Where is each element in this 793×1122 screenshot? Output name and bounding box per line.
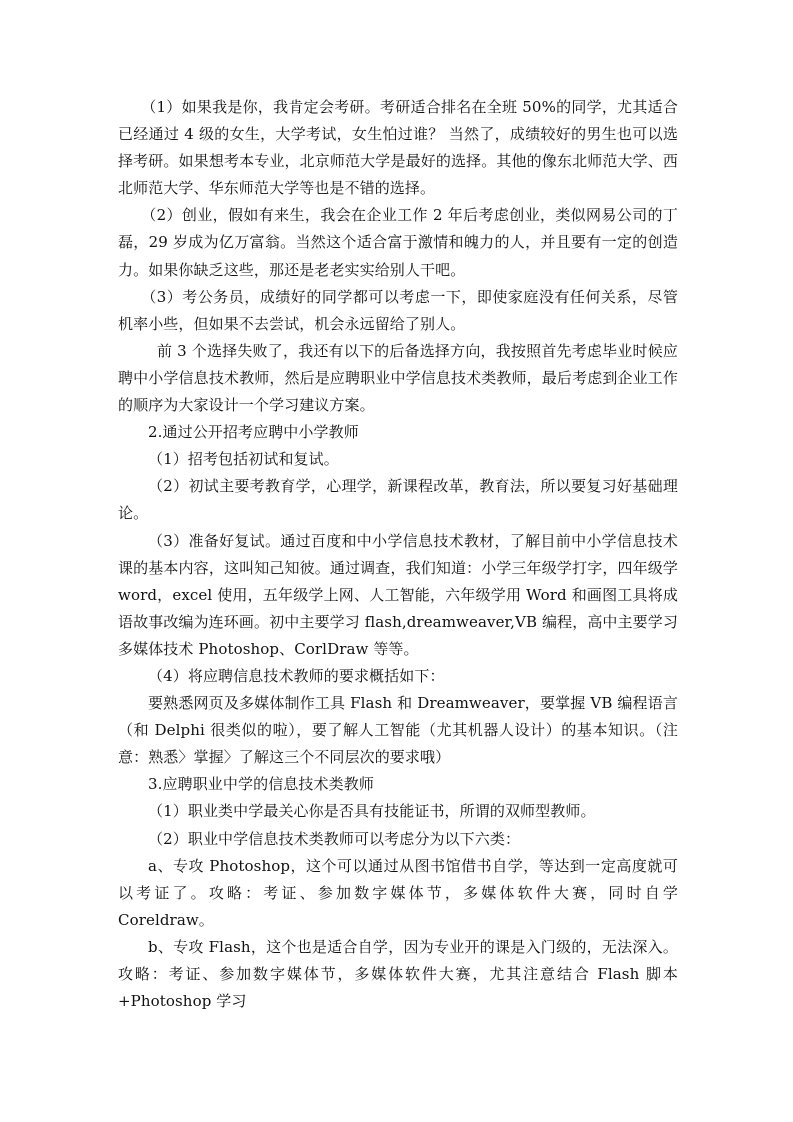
paragraph-six-categories: （2）职业中学信息技术类教师可以考虑分为以下六类：	[148, 829, 521, 848]
paragraph-backup-plan: 前 3 个选择失败了，我还有以下的后备选择方向，我按照首先考虑毕业时候应聘中小学信息技术教师，然后是应聘职业中学信息技术类教师，最后考虑到企业工作的顺序为大家设计一个学习建议方案。	[118, 341, 678, 415]
paragraph-requirements-detail: 要熟悉网页及多媒体制作工具 Flash 和 Dreamweaver，要掌握 VB 编程语言（和 Delphi 很类似的啦），要了解人工智能（尤其机器人设计）的基本知识。（注意：熟悉〉掌握〉了解这三个不同层次的要求哦）	[118, 694, 678, 767]
paragraph-requirements-summary: （4）将应聘信息技术教师的要求概括如下：	[148, 666, 445, 685]
paragraph-option-startup: （2）创业，假如有来生，我会在企业工作 2 年后考虑创业，类似网易公司的丁磊，29 岁成为亿万富翁。当然这个适合富于激情和魄力的人，并且要有一定的创造力。如果你缺乏这些，那还是老老实实给别人干吧。	[118, 206, 678, 279]
paragraph-second-exam: （3）准备好复试。通过百度和中小学信息技术教材，了解目前中小学信息技术课的基本内容，这叫知己知彼。通过调查，我们知道：小学三年级学打字，四年级学 word，excel 使用，五年级学上网、人工智能，六年级学用 Word 和画图工具将成语故事改编为连环画。初中主要学习 flash,dreamweaver,VB 编程，高中主要学习多媒体技术 Photoshop、CorlDraw 等等。	[118, 531, 678, 658]
paragraph-option-civil-servant: （3）考公务员，成绩好的同学都可以考虑一下，即使家庭没有任何关系，尽管机率小些，但如果不去尝试，机会永远留给了别人。	[118, 287, 678, 333]
paragraph-initial-exam: （2）初试主要考教育学，心理学，新课程改革，教育法，所以要复习好基础理论。	[118, 477, 678, 523]
paragraph-category-a: a、专攻 Photoshop，这个可以通过从图书馆借书自学，等达到一定高度就可以考证了。攻略：考证、参加数字媒体节，多媒体软件大赛，同时自学Coreldraw。	[118, 856, 678, 929]
paragraph-vocational-focus: （1）职业类中学最关心你是否具有技能证书，所谓的双师型教师。	[148, 802, 596, 821]
heading-section-2: 2.通过公开招考应聘中小学教师	[148, 423, 359, 442]
paragraph-exam-structure: （1）招考包括初试和复试。	[148, 450, 339, 469]
document-body	[118, 94, 678, 1015]
paragraph-option-postgraduate: （1）如果我是你，我肯定会考研。考研适合排名在全班 50%的同学，尤其适合已经通过 4 级的女生，大学考试，女生怕过谁？ 当然了，成绩较好的男生也可以选择考研。如果想考本专业，北京师范大学是最好的选择。其他的像东北师范大学、西北师范大学、华东师范大学等也是不错的选择。	[118, 98, 678, 198]
heading-section-3: 3.应聘职业中学的信息技术类教师	[148, 775, 374, 794]
paragraph-category-b: b、专攻 Flash，这个也是适合自学，因为专业开的课是入门级的，无法深入。攻略：考证、参加数字媒体节，多媒体软件大赛，尤其注意结合 Flash 脚本+Photoshop 学习	[118, 937, 678, 1011]
